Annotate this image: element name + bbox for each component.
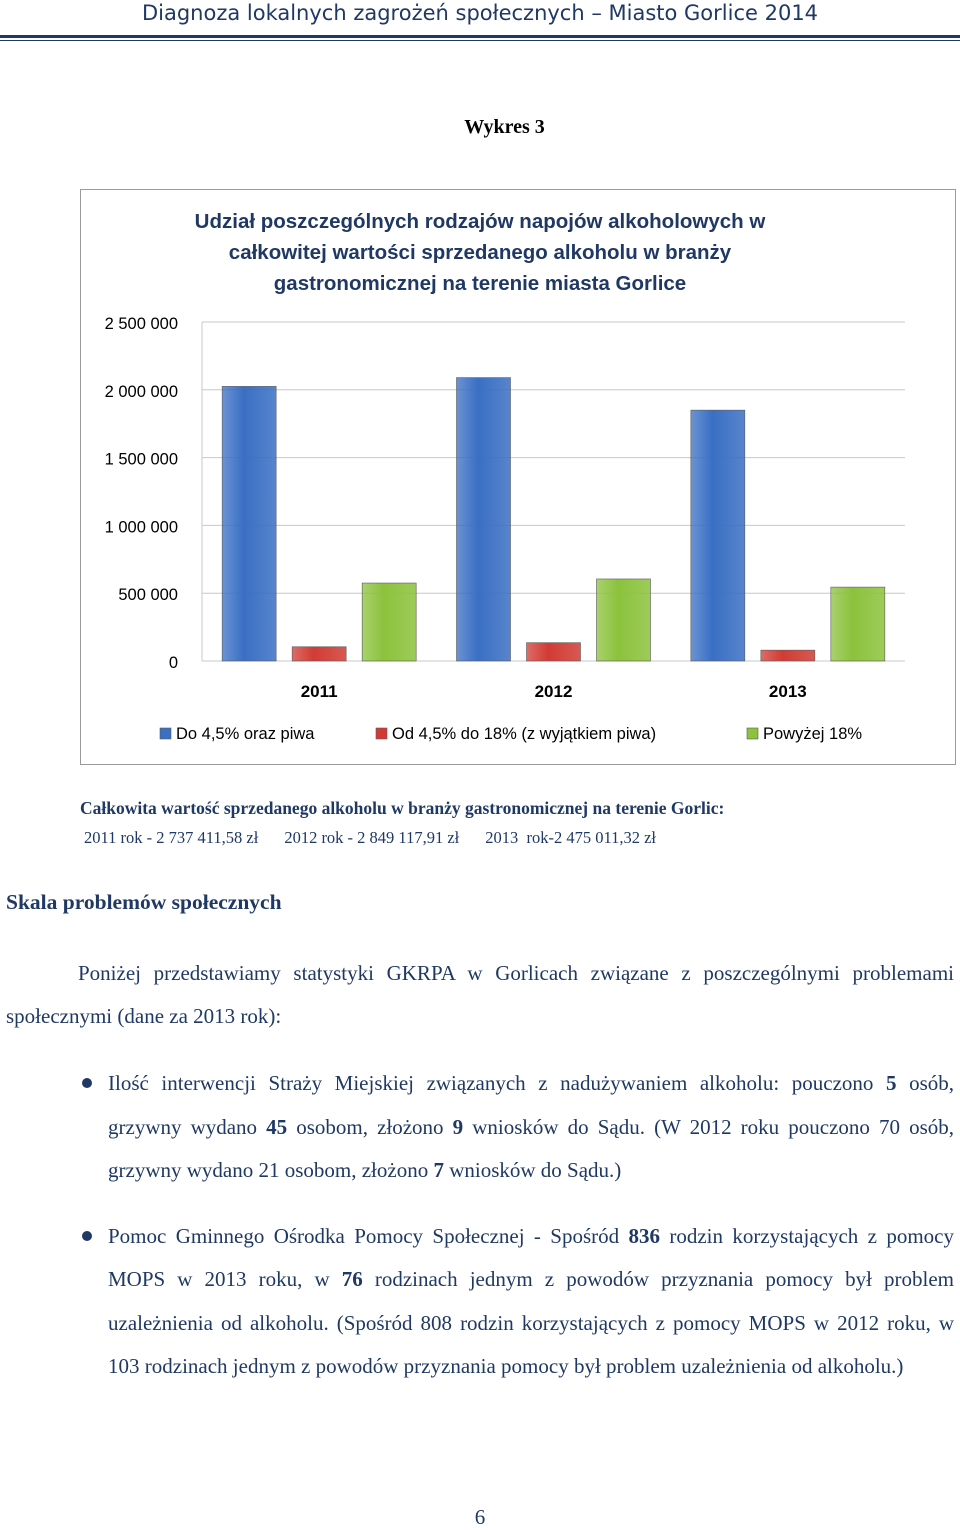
y-tick-label: 2 500 000 xyxy=(104,315,178,333)
bullet-text-run: osób, grzywny wydano xyxy=(108,1071,954,1139)
bullet-item-interventions xyxy=(0,1062,960,1193)
bullet-text-run: osobom, złożono xyxy=(287,1114,453,1139)
total-2012: 2012 rok - 2 849 117,91 zł xyxy=(284,828,460,847)
page-number: 6 xyxy=(474,1505,486,1529)
bullet-item-social-welfare xyxy=(0,1215,960,1389)
bullet-number: 9 xyxy=(452,1114,464,1139)
bullet-number: 45 xyxy=(266,1114,288,1139)
bullet-number: 76 xyxy=(341,1267,363,1291)
legend-label: Do 4,5% oraz piwa xyxy=(176,725,315,743)
bullet-number: 5 xyxy=(885,1071,897,1095)
bullet-text-run: rodzin korzystających z pomocy MOPS w 2013 roku, w xyxy=(108,1223,954,1291)
bullet-text xyxy=(108,1224,954,1379)
bar xyxy=(597,579,651,661)
x-tick-label: 2013 xyxy=(768,682,807,701)
y-tick-label: 2 000 000 xyxy=(104,382,178,401)
legend-swatch xyxy=(160,728,171,739)
legend-label: Od 4,5% do 18% (z wyjątkiem piwa) xyxy=(392,725,657,743)
intro-paragraph: Poniżej przedstawiamy statystyki GKRPA w Gorlicach związane z poszczególnymi problemami społecznymi (dane za 2013 rok): xyxy=(6,961,954,1028)
y-tick-label: 500 000 xyxy=(118,586,178,605)
bar xyxy=(527,643,581,661)
y-tick-label: 1 500 000 xyxy=(104,450,178,469)
x-tick-label: 2011 xyxy=(300,682,338,701)
bar xyxy=(222,386,276,661)
section-heading: Skala problemów społecznych xyxy=(6,890,282,914)
bar xyxy=(292,647,346,661)
bullet-text-run: wniosków do Sądu.) xyxy=(443,1158,622,1182)
bar xyxy=(362,583,416,661)
total-2011: 2011 rok - 2 737 411,58 zł xyxy=(84,828,259,847)
bullet-dot-icon xyxy=(82,1078,92,1088)
bullet-dot-icon xyxy=(82,1231,92,1241)
bullet-text-run: wniosków do Sądu. (W 2012 roku pouczono 70 osób, grzywny wydano 21 osobom, złożono xyxy=(108,1114,954,1182)
y-tick-label: 1 000 000 xyxy=(104,518,178,537)
bullet-number: 7 xyxy=(433,1158,444,1182)
bar xyxy=(761,650,815,661)
y-tick-label: 0 xyxy=(168,654,178,672)
bullet-list xyxy=(0,1062,960,1389)
legend-label: Powyżej 18% xyxy=(763,725,863,743)
bullet-text-run: rodzinach jednym z powodów przyznania pomocy był problem uzależnienia od alkoholu. (Spośród 808 rodzin korzystających z pomocy MOPS w 2012 roku, w 103 rodzinach jednym z powodów przyznania pomocy był problem uzależnienia od alkoholu.) xyxy=(108,1267,954,1378)
totals-title: Całkowita wartość sprzedanego alkoholu w branży gastronomicznej na terenie Gorlic: xyxy=(80,798,725,818)
bar xyxy=(457,378,511,661)
total-2013: 2013 rok-2 475 011,32 zł xyxy=(485,828,657,847)
bullet-number: 836 xyxy=(628,1223,660,1248)
legend-swatch xyxy=(747,728,758,739)
running-header: Diagnoza lokalnych zagrożeń społecznych – Miasto Gorlice 2014 xyxy=(141,1,819,25)
chart-title: Udział poszczególnych rodzajów napojów alkoholowych w całkowitej wartości sprzedanego alkoholu w branży gastronomicznej na terenie miasta Gorlice xyxy=(194,210,766,295)
bar xyxy=(831,587,885,661)
figure-caption: Wykres 3 xyxy=(464,116,545,138)
bullet-text xyxy=(108,1071,954,1182)
bar xyxy=(691,410,745,661)
bullet-text-run: Pomoc Gminnego Ośrodka Pomocy Społecznej - Spośród xyxy=(108,1223,629,1248)
bullet-text-run: Ilość interwencji Straży Miejskiej związanych z nadużywaniem alkoholu: pouczono xyxy=(108,1071,886,1095)
legend-swatch xyxy=(376,728,387,739)
x-tick-label: 2012 xyxy=(534,682,573,701)
totals-line xyxy=(84,828,682,848)
